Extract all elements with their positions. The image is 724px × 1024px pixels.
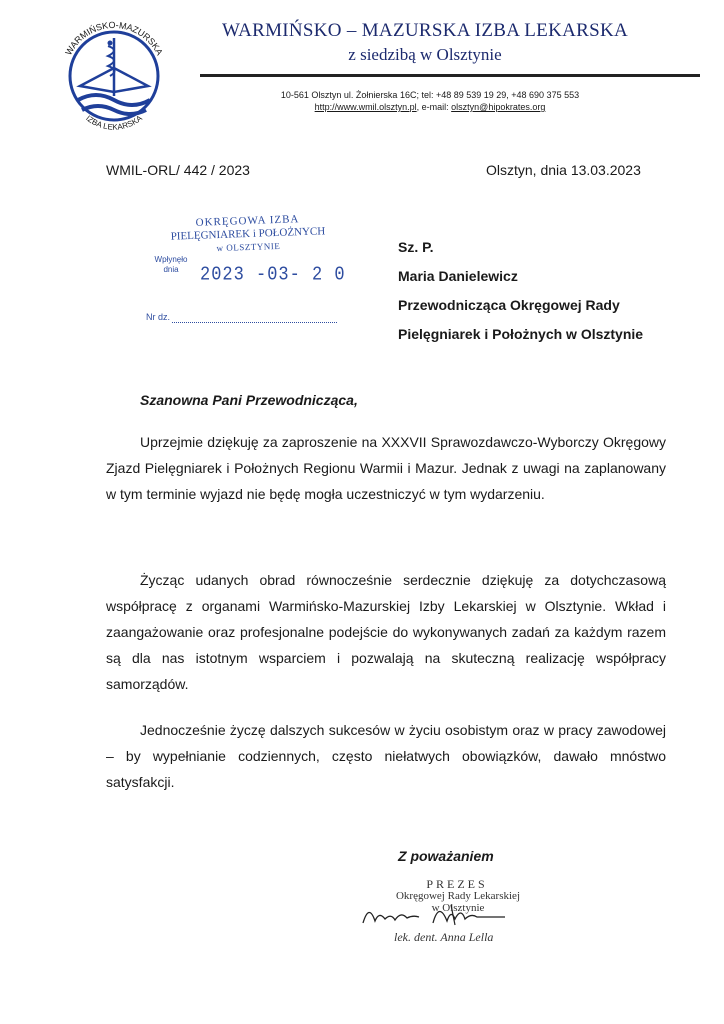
logo-arc-top: WARMIŃSKO-MAZURSKA [63,19,165,57]
stamp-received-line2: dnia [163,265,179,274]
org-subtitle: z siedzibą w Olsztynie [348,45,502,64]
email-label: , e-mail: [416,102,452,112]
recipient-block [398,233,643,349]
signature-stamp-org-line1: Okręgowej Rady Lekarskiej [395,890,520,902]
chamber-logo [50,12,178,140]
recipient-title: Przewodnicząca Okręgowej Rady [398,297,620,313]
signatory-name: lek. dent. Anna Lella [394,930,494,944]
stamp-org-line1: OKRĘGOWA IZBA [195,213,300,229]
closing-regards: Z poważaniem [398,848,494,864]
logo-arc-bottom: IZBA LEKARSKA [84,113,144,132]
handwritten-signature [355,893,540,933]
body-paragraph-3: Jednocześnie życzę dalszych sukcesów w życiu osobistym oraz w pracy zawodowej – by wypełnianie codziennych, często niełatwych obowiązków, dawało mnóstwo satysfakcji. [106,722,666,790]
salutation: Szanowna Pani Przewodnicząca, [140,392,358,408]
stamp-received-line1: Wpłynęło [154,255,188,264]
received-stamp-org [147,212,348,258]
stamp-nr-label: Nr dz. [146,312,171,322]
recipient-org: Pielęgniarek i Położnych w Olsztynie [398,326,644,342]
email-link[interactable]: olsztyn@hipokrates.org [451,102,546,112]
stamp-received-date: 2023 -03- 2 0 [200,264,346,287]
stamp-received-label [146,255,196,275]
signature-stamp-title: PREZES [426,877,488,891]
stamp-nr-line [172,322,337,323]
stamp-org-line2: PIELĘGNIAREK i POŁOŻNYCH [170,225,326,243]
signature-stamp-org-line2: w Olsztynie [431,902,485,914]
body-paragraph-1: Uprzejmie dziękuję za zaproszenie na XXXVII Sprawozdawczo-Wyborczy Okręgowy Zjazd Pielęgniarek i Położnych Regionu Warmii i Mazur. Jednak z uwagi na zaplanowany w tym terminie wyjazd nie będę mogła uczestniczyć w tym wydarzeniu. [106,434,666,502]
website-link[interactable]: http://www.wmil.olsztyn.pl [314,102,417,112]
org-address: 10-561 Olsztyn ul. Żołnierska 16C; tel: +48 89 539 19 29, +48 690 375 553 [280,90,580,100]
reference-number: WMIL-ORL/ 442 / 2023 [106,162,250,178]
header-divider [200,74,700,77]
recipient-name: Maria Danielewicz [398,268,518,284]
recipient-line1: Sz. P. [398,239,434,255]
org-contact [230,102,630,112]
org-title: WARMIŃSKO – MAZURSKA IZBA LEKARSKA [221,20,629,41]
body-paragraph-2: Życząc udanych obrad równocześnie serdecznie dziękuję za dotychczasową współpracę z organami Warmińsko-Mazurskiej Izby Lekarskiej w Olsztynie. Wkład i zaangażowanie oraz profesjonalne podejście do wykonywanych zadań za każdym razem są dla nas istotnym wsparciem i pozwalają na skuteczną realizację współpracy samorządów. [106,572,666,692]
letter-date: Olsztyn, dnia 13.03.2023 [486,162,641,178]
stamp-org-line3: w OLSZTYNIE [216,240,281,254]
